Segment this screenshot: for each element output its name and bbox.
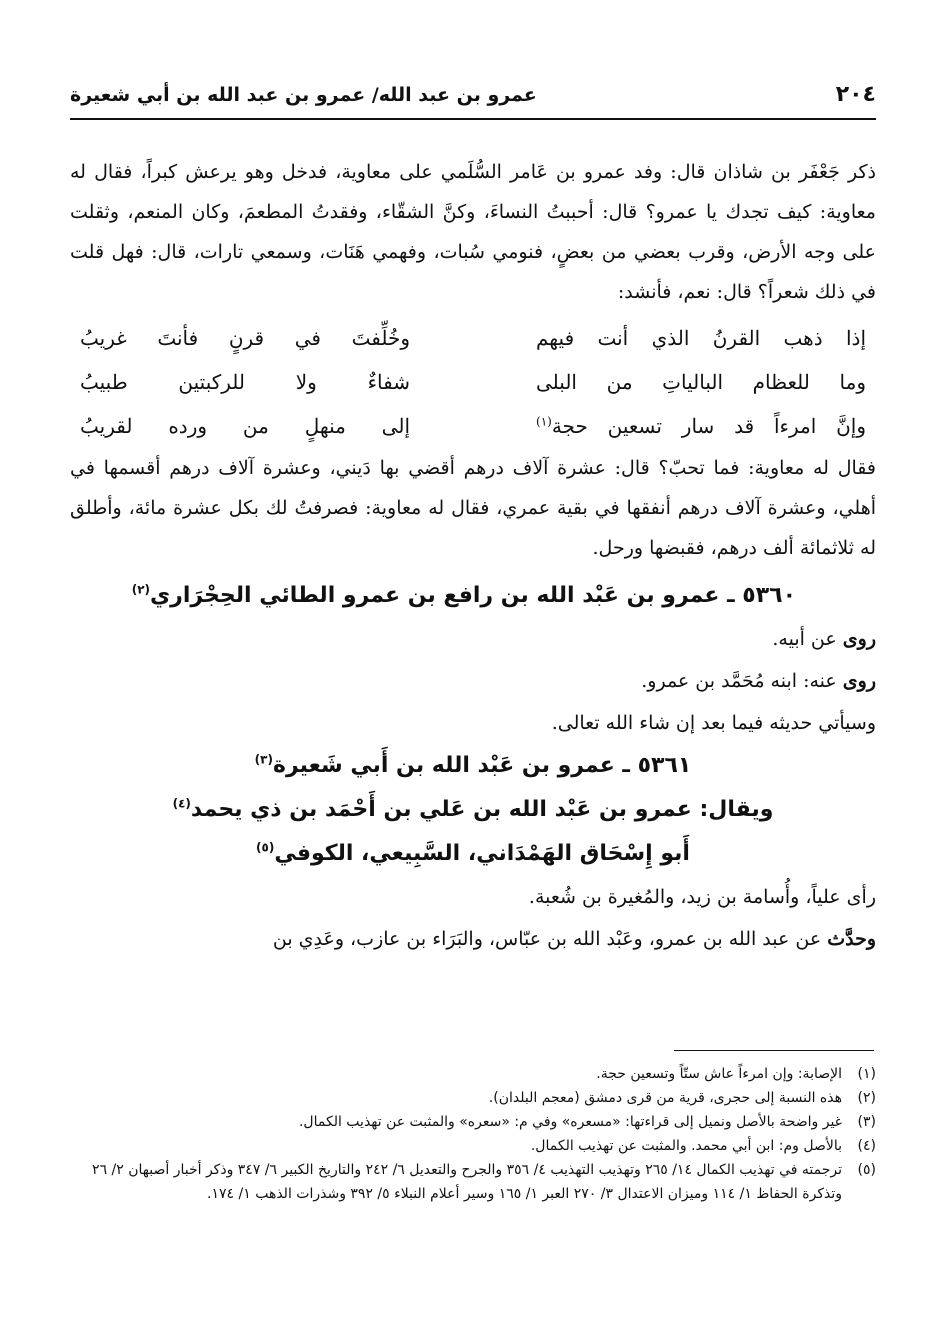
entry-heading-text: ٥٣٦١ ـ عمرو بن عَبْد الله بن أَبي شَعيرة bbox=[272, 753, 692, 778]
footnote-ref: (٣) bbox=[254, 752, 273, 767]
running-title: عمرو بن عبد الله/ عمرو بن عبد الله بن أبي شعيرة bbox=[70, 84, 537, 106]
footnote-ref: (١) bbox=[536, 414, 552, 429]
poem bbox=[70, 316, 876, 448]
verse-first-hemistich: وما للعظام البالياتِ من البلى bbox=[536, 370, 866, 394]
verse-text: وإنَّ امرءاً قد سار تسعين حجة bbox=[551, 414, 866, 438]
footnote-number: (١) bbox=[857, 1066, 876, 1082]
footnote-number: (٤) bbox=[857, 1138, 876, 1154]
narrated-label: روى bbox=[842, 670, 876, 692]
entry-heading-text: ٥٣٦٠ ـ عمرو بن عَبْد الله بن رافع بن عمرو الطائي الحِجْرَاري bbox=[150, 583, 796, 608]
poem-verse bbox=[70, 404, 876, 448]
narrated-line bbox=[70, 918, 876, 960]
entry-5361-alt-name bbox=[70, 788, 876, 832]
verse-first-hemistich: إذا ذهب القرنُ الذي أنت فيهم bbox=[536, 326, 866, 350]
entry-5361-kunya bbox=[70, 832, 876, 876]
footnote-ref: (٤) bbox=[172, 796, 191, 811]
footnote-text: الإصابة: وإن امرءاً عاش ستّاً وتسعين حجة. bbox=[596, 1066, 842, 1082]
narrated-label: روى bbox=[842, 628, 876, 650]
verse-first-hemistich bbox=[536, 404, 866, 448]
footnote-ref: (٥) bbox=[256, 840, 275, 855]
narrated-text: عن عبد الله بن عمرو، وعَبْد الله بن عبّاس، والبَرَاء بن عازب، وعَدِي بن bbox=[272, 928, 828, 950]
narrated-label: وحدَّث bbox=[827, 928, 876, 950]
entry-heading-text: ويقال: عمرو بن عَبْد الله بن عَلي بن أَحْمَد بن ذي يحمد bbox=[190, 797, 774, 822]
footnote bbox=[70, 1062, 876, 1086]
footnote-ref: (٢) bbox=[131, 582, 150, 597]
saw-line: رأى علياً، وأُسامة بن زيد، والمُغيرة بن شُعبة. bbox=[528, 886, 876, 908]
narrated-by-text: عنه: ابنه مُحَمَّد بن عمرو. bbox=[641, 670, 843, 692]
footnote-text: هذه النسبة إلى حجرى، قرية من قرى دمشق (معجم البلدان). bbox=[488, 1090, 842, 1106]
footnotes bbox=[70, 1062, 876, 1206]
verse-second-hemistich: إلى منهلٍ من ورده لقريبُ bbox=[80, 414, 410, 438]
entry-heading-text: أَبو إِسْحَاق الهَمْدَاني، السَّبِيعي، الكوفي bbox=[274, 841, 690, 866]
footnote bbox=[70, 1086, 876, 1110]
main-text bbox=[70, 152, 876, 960]
narrated-from-line bbox=[70, 618, 876, 660]
intro-paragraph: ذكر جَعْفَر بن شاذان قال: وفد عمرو بن عَامر السُّلَمي على معاوية، فدخل وهو يرعش كبراً، فقال له معاوية: كيف تجدك يا عمرو؟ قال: أحببتُ النساءَ، وكنَّ الشقّاء، وفقدتُ المطعمَ، وكان المنعم، وثقلت على وجه الأرض، وقرب بعضي من بعضٍ، فنومي سُبات، وفهمي هَنَات، وسمعي تارات، قال: فهل قلت في ذلك شعراً؟ قال: نعم، فأنشد: bbox=[70, 161, 876, 303]
entry-5361-heading bbox=[70, 744, 876, 788]
footnote-divider bbox=[674, 1050, 874, 1051]
verse-second-hemistich: وخُلِّفتَ في قرنٍ فأنتَ غريبُ bbox=[80, 326, 410, 350]
poem-verse bbox=[70, 360, 876, 404]
page-header bbox=[70, 78, 876, 120]
entry-note-line: وسيأتي حديثه فيما بعد إن شاء الله تعالى. bbox=[551, 712, 876, 734]
footnote bbox=[70, 1110, 876, 1134]
poem-verse bbox=[70, 316, 876, 360]
footnote-text: ترجمته في تهذيب الكمال ١٤/ ٢٦٥ وتهذيب التهذيب ٤/ ٣٥٦ والجرح والتعديل ٦/ ٢٤٢ والتاريخ الكبير ٦/ ٣٤٧ وذكر أخبار أصبهان ٢/ ٢٦ وتذكرة الحفاظ ١/ ١١٤ وميزان الاعتدال ٣/ ٢٧٠ العبر ١/ ١٦٥ وسير أعلام النبلاء ٥/ ٣٩٢ وشذرات الذهب ١/ ١٧٤. bbox=[92, 1162, 842, 1202]
footnote bbox=[70, 1158, 876, 1206]
footnote-number: (٥) bbox=[857, 1162, 876, 1178]
entry-5360-heading bbox=[70, 574, 876, 618]
page-number: ٢٠٤ bbox=[835, 82, 876, 107]
footnote-number: (٣) bbox=[857, 1114, 876, 1130]
footnote bbox=[70, 1134, 876, 1158]
narrated-from-text: عن أبيه. bbox=[772, 628, 843, 650]
footnote-text: بالأصل وم: ابن أبي محمد. والمثبت عن تهذيب الكمال. bbox=[530, 1138, 842, 1154]
after-poem-paragraph: فقال له معاوية: فما تحبّ؟ قال: عشرة آلاف درهم أقضي بها دَيني، وعشرة آلاف درهم أقسمها في أهلي، وعشرة آلاف درهم أنفقها في بقية عمري، فقال له معاوية: فصرفتُ لك بكل عشرة مائة، وأطلق له ثلاثمائة ألف درهم، فقبضها ورحل. bbox=[70, 457, 876, 559]
narrated-by-line bbox=[70, 660, 876, 702]
footnote-number: (٢) bbox=[857, 1090, 876, 1106]
verse-second-hemistich: شفاءٌ ولا للركبتين طبيبُ bbox=[80, 370, 410, 394]
footnote-text: غير واضحة بالأصل ونميل إلى قراءتها: «مسعره» وفي م: «سعره» والمثبت عن تهذيب الكمال. bbox=[298, 1114, 842, 1130]
